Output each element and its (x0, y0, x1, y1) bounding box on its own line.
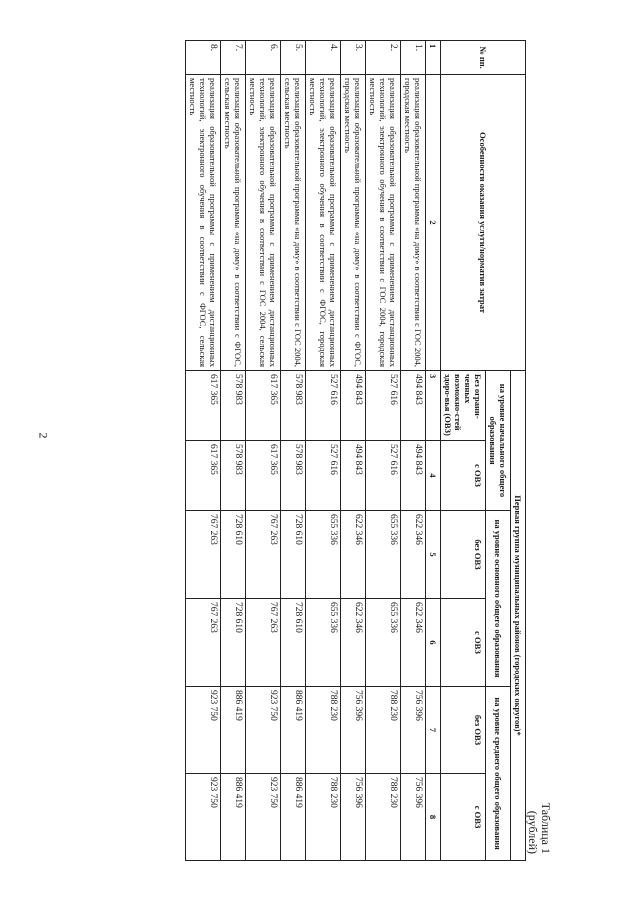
cost-value: 617 365 (186, 441, 221, 511)
row-number: 1. (401, 41, 426, 75)
row-number: 7. (221, 41, 246, 75)
cost-value: 578 983 (281, 371, 306, 441)
header-basic-ovz: с ОВЗ (441, 599, 486, 687)
header-group: Первая группа муниципальных районов (городских округов)* (511, 371, 526, 861)
cost-value: 494 843 (401, 371, 426, 441)
cost-value: 756 396 (401, 687, 426, 774)
row-description: реализация образовательной программы «на дому» в соответствии с ГОС 2004, сельская местность (281, 75, 306, 371)
table-row (246, 41, 281, 861)
cost-value: 728 610 (221, 599, 246, 687)
table-row (306, 41, 341, 861)
column-number: 6 (426, 599, 441, 687)
row-number: 5. (281, 41, 306, 75)
cost-value: 767 263 (186, 599, 221, 687)
cost-value: 527 616 (366, 371, 401, 441)
table-row (186, 41, 221, 861)
row-description: реализация образовательной программы «на дому» в соответствии с ФГОС, сельская местность (221, 75, 246, 371)
column-number: 4 (426, 441, 441, 511)
cost-value: 767 263 (246, 511, 281, 599)
cost-value: 494 843 (401, 441, 426, 511)
cost-value: 886 419 (221, 774, 246, 861)
cost-value: 578 983 (281, 441, 306, 511)
column-number: 3 (426, 371, 441, 441)
cost-value: 494 843 (341, 371, 366, 441)
cost-value: 923 750 (186, 687, 221, 774)
row-description: реализация образовательной программы «на дому» в соответствии с ФГОС, городская местность (341, 75, 366, 371)
row-number: 6. (246, 41, 281, 75)
cost-value: 617 365 (246, 441, 281, 511)
table-row (366, 41, 401, 861)
cost-value: 527 616 (306, 371, 341, 441)
cost-value: 622 346 (341, 511, 366, 599)
header-secondary: на уровне среднего общего образования (486, 687, 511, 861)
cost-value: 655 336 (306, 599, 341, 687)
cost-value: 767 263 (246, 599, 281, 687)
table-row (341, 41, 366, 861)
cost-value: 578 983 (221, 371, 246, 441)
cost-value: 923 750 (246, 687, 281, 774)
table-caption (526, 803, 552, 854)
table-units: (рублей) (526, 810, 540, 854)
column-number: 1 (426, 41, 441, 75)
cost-value: 527 616 (366, 441, 401, 511)
header-primary-no-ovz: Без ограни-ченных возможно-стей здоро-вья (ОВЗ) (441, 371, 486, 441)
cost-value: 788 230 (366, 687, 401, 774)
cost-value: 494 843 (341, 441, 366, 511)
cost-value: 617 365 (246, 371, 281, 441)
table-row (401, 41, 426, 861)
column-number: 2 (426, 75, 441, 371)
row-number: 8. (186, 41, 221, 75)
cost-value: 578 983 (221, 441, 246, 511)
cost-value: 728 610 (281, 511, 306, 599)
row-description: реализация образовательной программы с применением дистанционных технологий, электронного обучения в соответствии с ГОС 2004, сельская местность (246, 75, 281, 371)
table-row (281, 41, 306, 861)
cost-value: 622 346 (401, 599, 426, 687)
table-title: Таблица 1 (539, 802, 553, 854)
page-number: 2 (36, 432, 51, 439)
cost-value: 788 230 (366, 774, 401, 861)
cost-value: 617 365 (186, 371, 221, 441)
header-feature: Особенности оказания услуги/норматив затрат (441, 75, 526, 371)
cost-value: 756 396 (341, 774, 366, 861)
cost-value: 886 419 (281, 774, 306, 861)
header-num: № пп. (441, 41, 526, 75)
header-basic-no-ovz: без ОВЗ (441, 511, 486, 599)
header-primary-ovz: с ОВЗ (441, 441, 486, 511)
column-number-row (426, 41, 441, 861)
cost-value: 622 346 (401, 511, 426, 599)
cost-value: 622 346 (341, 599, 366, 687)
cost-value: 728 610 (221, 511, 246, 599)
rotated-table-area (92, 40, 552, 860)
column-number: 5 (426, 511, 441, 599)
cost-value: 756 396 (401, 774, 426, 861)
row-description: реализация образовательной программы с применением дистанционных технологий, электронного обучения в соответствии с ФГОС, городская местность (306, 75, 341, 371)
cost-value: 788 230 (306, 774, 341, 861)
header-basic: на уровне основного общего образования (486, 511, 511, 687)
cost-value: 655 336 (366, 511, 401, 599)
row-description: реализация образовательной программы с применением дистанционных технологий, электронного обучения в соответствии с ФГОС, сельская местность (186, 75, 221, 371)
cost-value: 655 336 (366, 599, 401, 687)
row-description: реализация образовательной программы «на дому» в соответствии с ГОС 2004, городская местность (401, 75, 426, 371)
row-number: 4. (306, 41, 341, 75)
cost-value: 923 750 (186, 774, 221, 861)
row-description: реализация образовательной программы с применением дистанционных технологий, электронного обучения в соответствии с ГОС 2004, городская местность (366, 75, 401, 371)
cost-value: 886 419 (221, 687, 246, 774)
cost-value: 886 419 (281, 687, 306, 774)
header-secondary-no-ovz: без ОВЗ (441, 687, 486, 774)
cost-value: 767 263 (186, 511, 221, 599)
row-number: 2. (366, 41, 401, 75)
header-primary: на уровне начального общего образования (486, 371, 511, 511)
column-number: 7 (426, 687, 441, 774)
cost-table (185, 40, 526, 861)
cost-value: 527 616 (306, 441, 341, 511)
cost-value: 728 610 (281, 599, 306, 687)
header-secondary-ovz: с ОВЗ (441, 774, 486, 861)
cost-value: 923 750 (246, 774, 281, 861)
table-row (221, 41, 246, 861)
row-number: 3. (341, 41, 366, 75)
column-number: 8 (426, 774, 441, 861)
cost-value: 756 396 (341, 687, 366, 774)
cost-value: 788 230 (306, 687, 341, 774)
cost-value: 655 336 (306, 511, 341, 599)
